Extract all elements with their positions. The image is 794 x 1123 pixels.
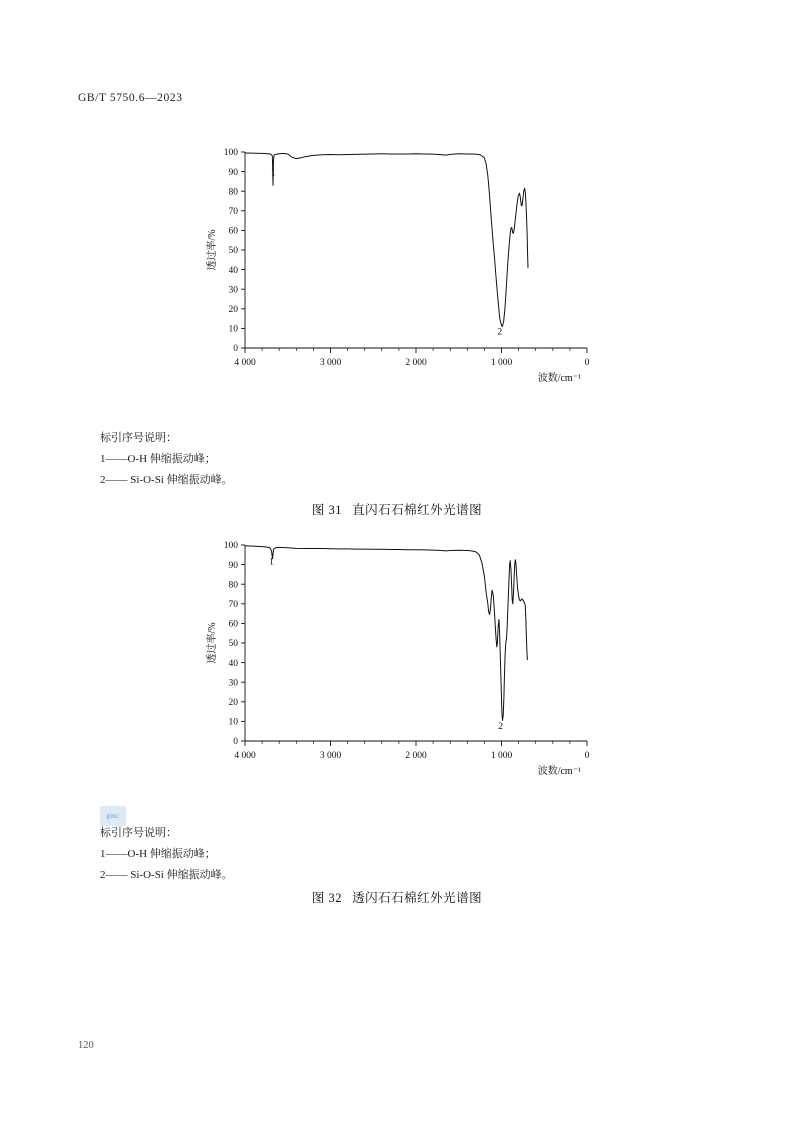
figure-31-chart	[187, 140, 607, 390]
x-axis-title: 波数/cm⁻¹	[537, 766, 581, 777]
y-axis-title: 透过率/%	[207, 229, 218, 271]
figure-31-block	[0, 140, 794, 390]
y-tick-label: 70	[228, 600, 238, 610]
x-tick-label: 2 000	[405, 358, 427, 368]
peak-label-1: 1	[270, 168, 276, 179]
y-tick-label: 80	[228, 187, 238, 198]
y-tick-label: 30	[228, 678, 238, 689]
x-tick-label: 1 000	[490, 751, 513, 761]
y-tick-label: 50	[228, 639, 238, 650]
y-tick-label: 10	[228, 324, 238, 335]
x-tick-label: 0	[584, 751, 590, 761]
x-tick-label: 3 000	[319, 751, 342, 761]
y-tick-label: 40	[228, 265, 238, 276]
note-item-2: 2—— Si-O-Si 伸缩振动峰。	[100, 869, 233, 881]
y-tick-label: 0	[233, 344, 238, 355]
y-tick-label: 100	[223, 148, 238, 159]
y-tick-label: 0	[233, 737, 238, 748]
y-tick-label: 10	[228, 717, 238, 728]
x-tick-label: 4 000	[234, 358, 256, 368]
y-tick-label: 60	[228, 619, 238, 630]
y-tick-label: 40	[228, 658, 238, 669]
note-item-2: 2—— Si-O-Si 伸缩振动峰。	[100, 474, 233, 486]
figure-32-caption	[0, 888, 794, 906]
y-tick-label: 60	[228, 226, 238, 237]
y-tick-label: 70	[228, 207, 238, 217]
y-tick-label: 100	[223, 541, 238, 552]
figure-32-block	[0, 533, 794, 783]
figure-31-caption-number: 图 31	[311, 503, 343, 517]
figure-32-notes	[100, 823, 233, 886]
figure-32-caption-number: 图 32	[311, 891, 343, 905]
watermark-logo: gmc	[100, 806, 126, 826]
y-tick-label: 20	[228, 698, 238, 708]
note-item-1: 1——O-H 伸缩振动峰；	[100, 848, 216, 860]
figure-31-notes	[100, 428, 233, 491]
figure-32-chart	[187, 533, 607, 783]
y-tick-label: 80	[228, 580, 238, 591]
notes-title: 标引序号说明：	[100, 432, 177, 444]
x-tick-label: 1 000	[490, 358, 513, 368]
y-tick-label: 90	[228, 167, 238, 178]
page-header: GB/T 5750.6—2023	[78, 92, 183, 104]
y-tick-label: 20	[228, 305, 238, 315]
figure-31-caption-title: 直闪石石棉红外光谱图	[352, 503, 483, 517]
x-tick-label: 0	[584, 358, 590, 368]
spectrum-trace	[245, 153, 528, 326]
x-tick-label: 4 000	[234, 751, 256, 761]
peak-label-2: 2	[498, 722, 504, 733]
y-tick-label: 30	[228, 285, 238, 296]
peak-label-2: 2	[497, 327, 503, 338]
peak-label-1: 1	[269, 557, 274, 568]
figure-32-caption-title: 透闪石石棉红外光谱图	[352, 891, 483, 905]
y-tick-label: 90	[228, 560, 238, 571]
page-number: 120	[78, 1040, 94, 1051]
ir-spectrum-chart-32	[187, 533, 607, 783]
y-axis-title: 透过率/%	[207, 622, 218, 664]
x-tick-label: 2 000	[405, 751, 427, 761]
ir-spectrum-chart-31	[187, 140, 607, 390]
y-tick-label: 50	[228, 246, 238, 257]
note-item-1: 1——O-H 伸缩振动峰；	[100, 453, 216, 465]
spectrum-trace	[245, 546, 527, 721]
x-tick-label: 3 000	[319, 358, 342, 368]
figure-31-caption	[0, 500, 794, 518]
notes-title: 标引序号说明：	[100, 827, 177, 839]
x-axis-title: 波数/cm⁻¹	[537, 373, 581, 384]
